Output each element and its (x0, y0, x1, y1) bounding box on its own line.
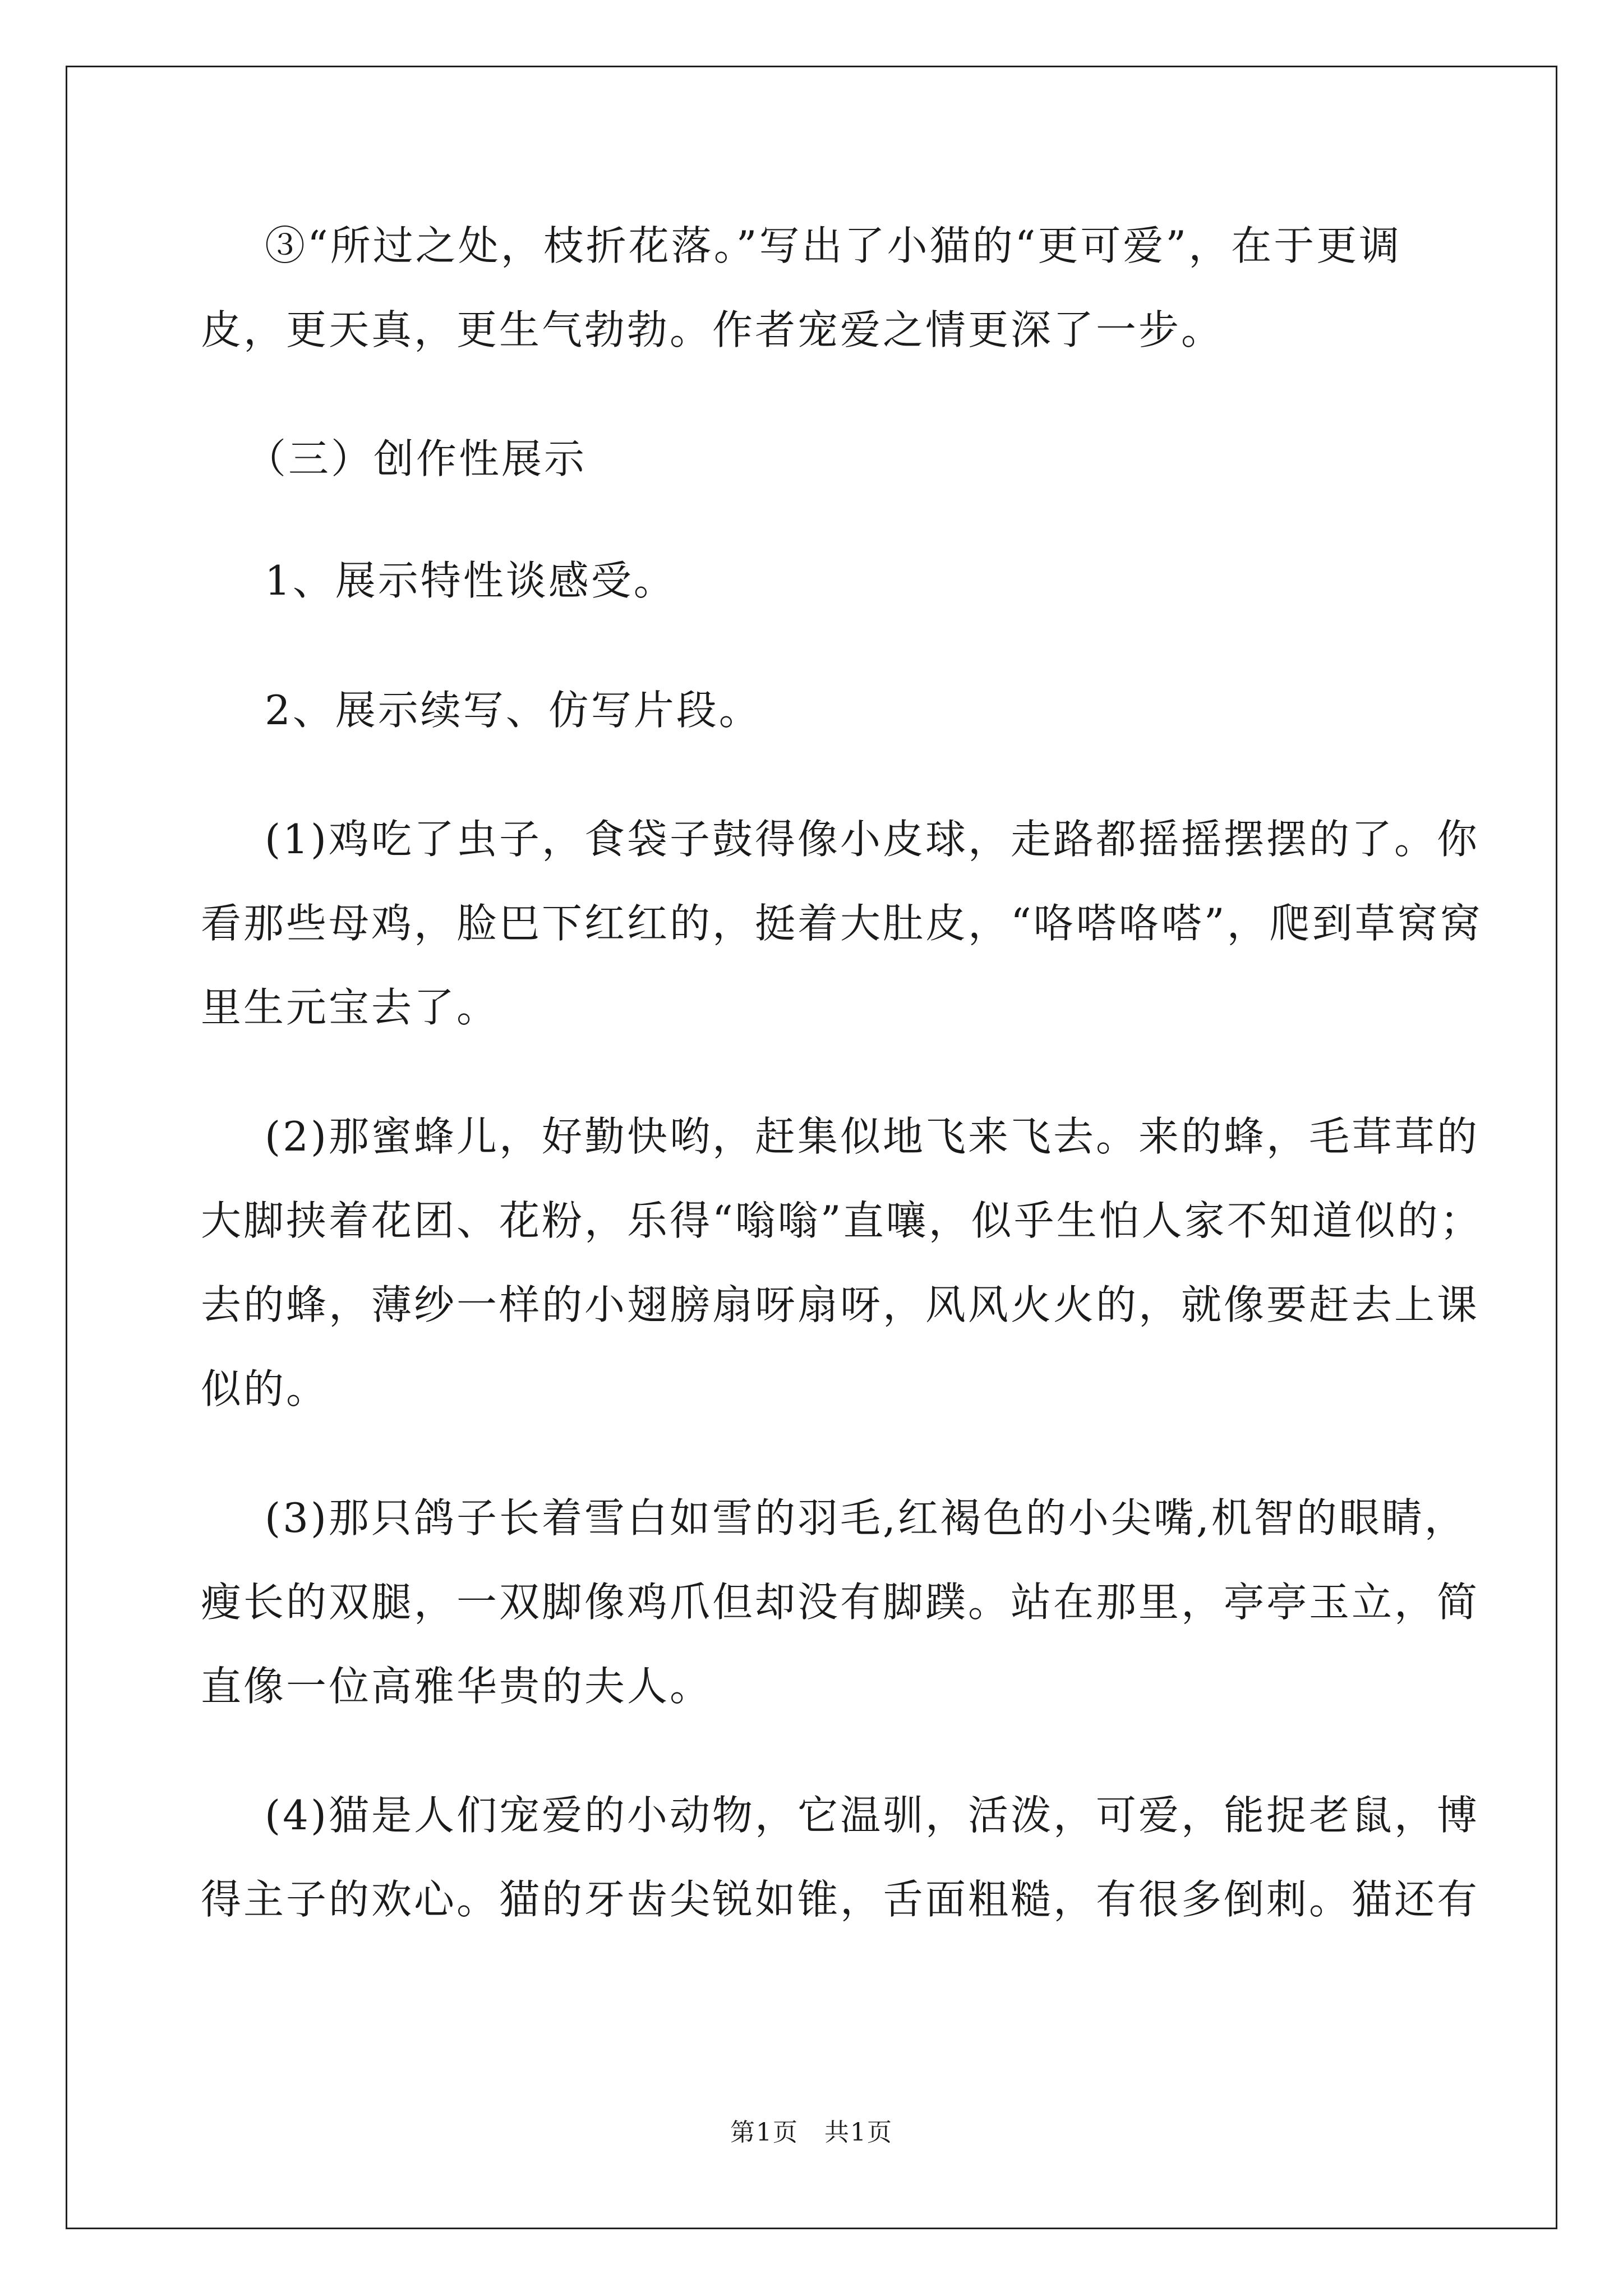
text-line: 皮，更天真，更生气勃勃。作者宠爱之情更深了一步。 (201, 306, 1224, 353)
text-line: 去的蜂，薄纱一样的小翅膀扇呀扇呀，风风火火的，就像要赶去上课 (201, 1281, 1480, 1328)
section-heading: （三）创作性展示 (246, 435, 587, 482)
text-line: (4)猫是人们宠爱的小动物，它温驯，活泼，可爱，能捉老鼠，博 (265, 1792, 1479, 1839)
text-line: 2、展示续写、仿写片段。 (265, 687, 762, 734)
text-line: (1)鸡吃了虫子，食袋子鼓得像小皮球，走路都摇摇摆摆的了。你 (265, 816, 1479, 863)
text-line: 瘦长的双腿，一双脚像鸡爪但却没有脚蹼。站在那里，亭亭玉立，简 (201, 1579, 1480, 1626)
text-line: 得主子的欢心。猫的牙齿尖锐如锥，舌面粗糙，有很多倒刺。猫还有 (201, 1876, 1480, 1923)
text-line: 直像一位高雅华贵的夫人。 (201, 1663, 713, 1710)
text-line: 里生元宝去了。 (201, 984, 500, 1031)
text-line: 大脚挟着花团、花粉，乐得“嗡嗡”直嚷，似乎生怕人家不知道似的； (201, 1197, 1483, 1244)
text-line: 似的。 (201, 1365, 329, 1412)
text-line: 1、展示特性谈感受。 (265, 557, 676, 604)
page-number-footer: 第1页 共1页 (730, 2118, 893, 2147)
text-line: (3)那只鸽子长着雪白如雪的羽毛,红褐色的小尖嘴,机智的眼睛， (265, 1494, 1467, 1542)
text-line: 看那些母鸡，脸巴下红红的，挺着大肚皮，“咯嗒咯嗒”，爬到草窝窝 (201, 900, 1483, 947)
text-line: ③“所过之处，枝折花落。”写出了小猫的“更可爱”，在于更调 (265, 222, 1402, 269)
text-line: (2)那蜜蜂儿，好勤快哟，赶集似地飞来飞去。来的蜂，毛茸茸的 (265, 1113, 1479, 1160)
